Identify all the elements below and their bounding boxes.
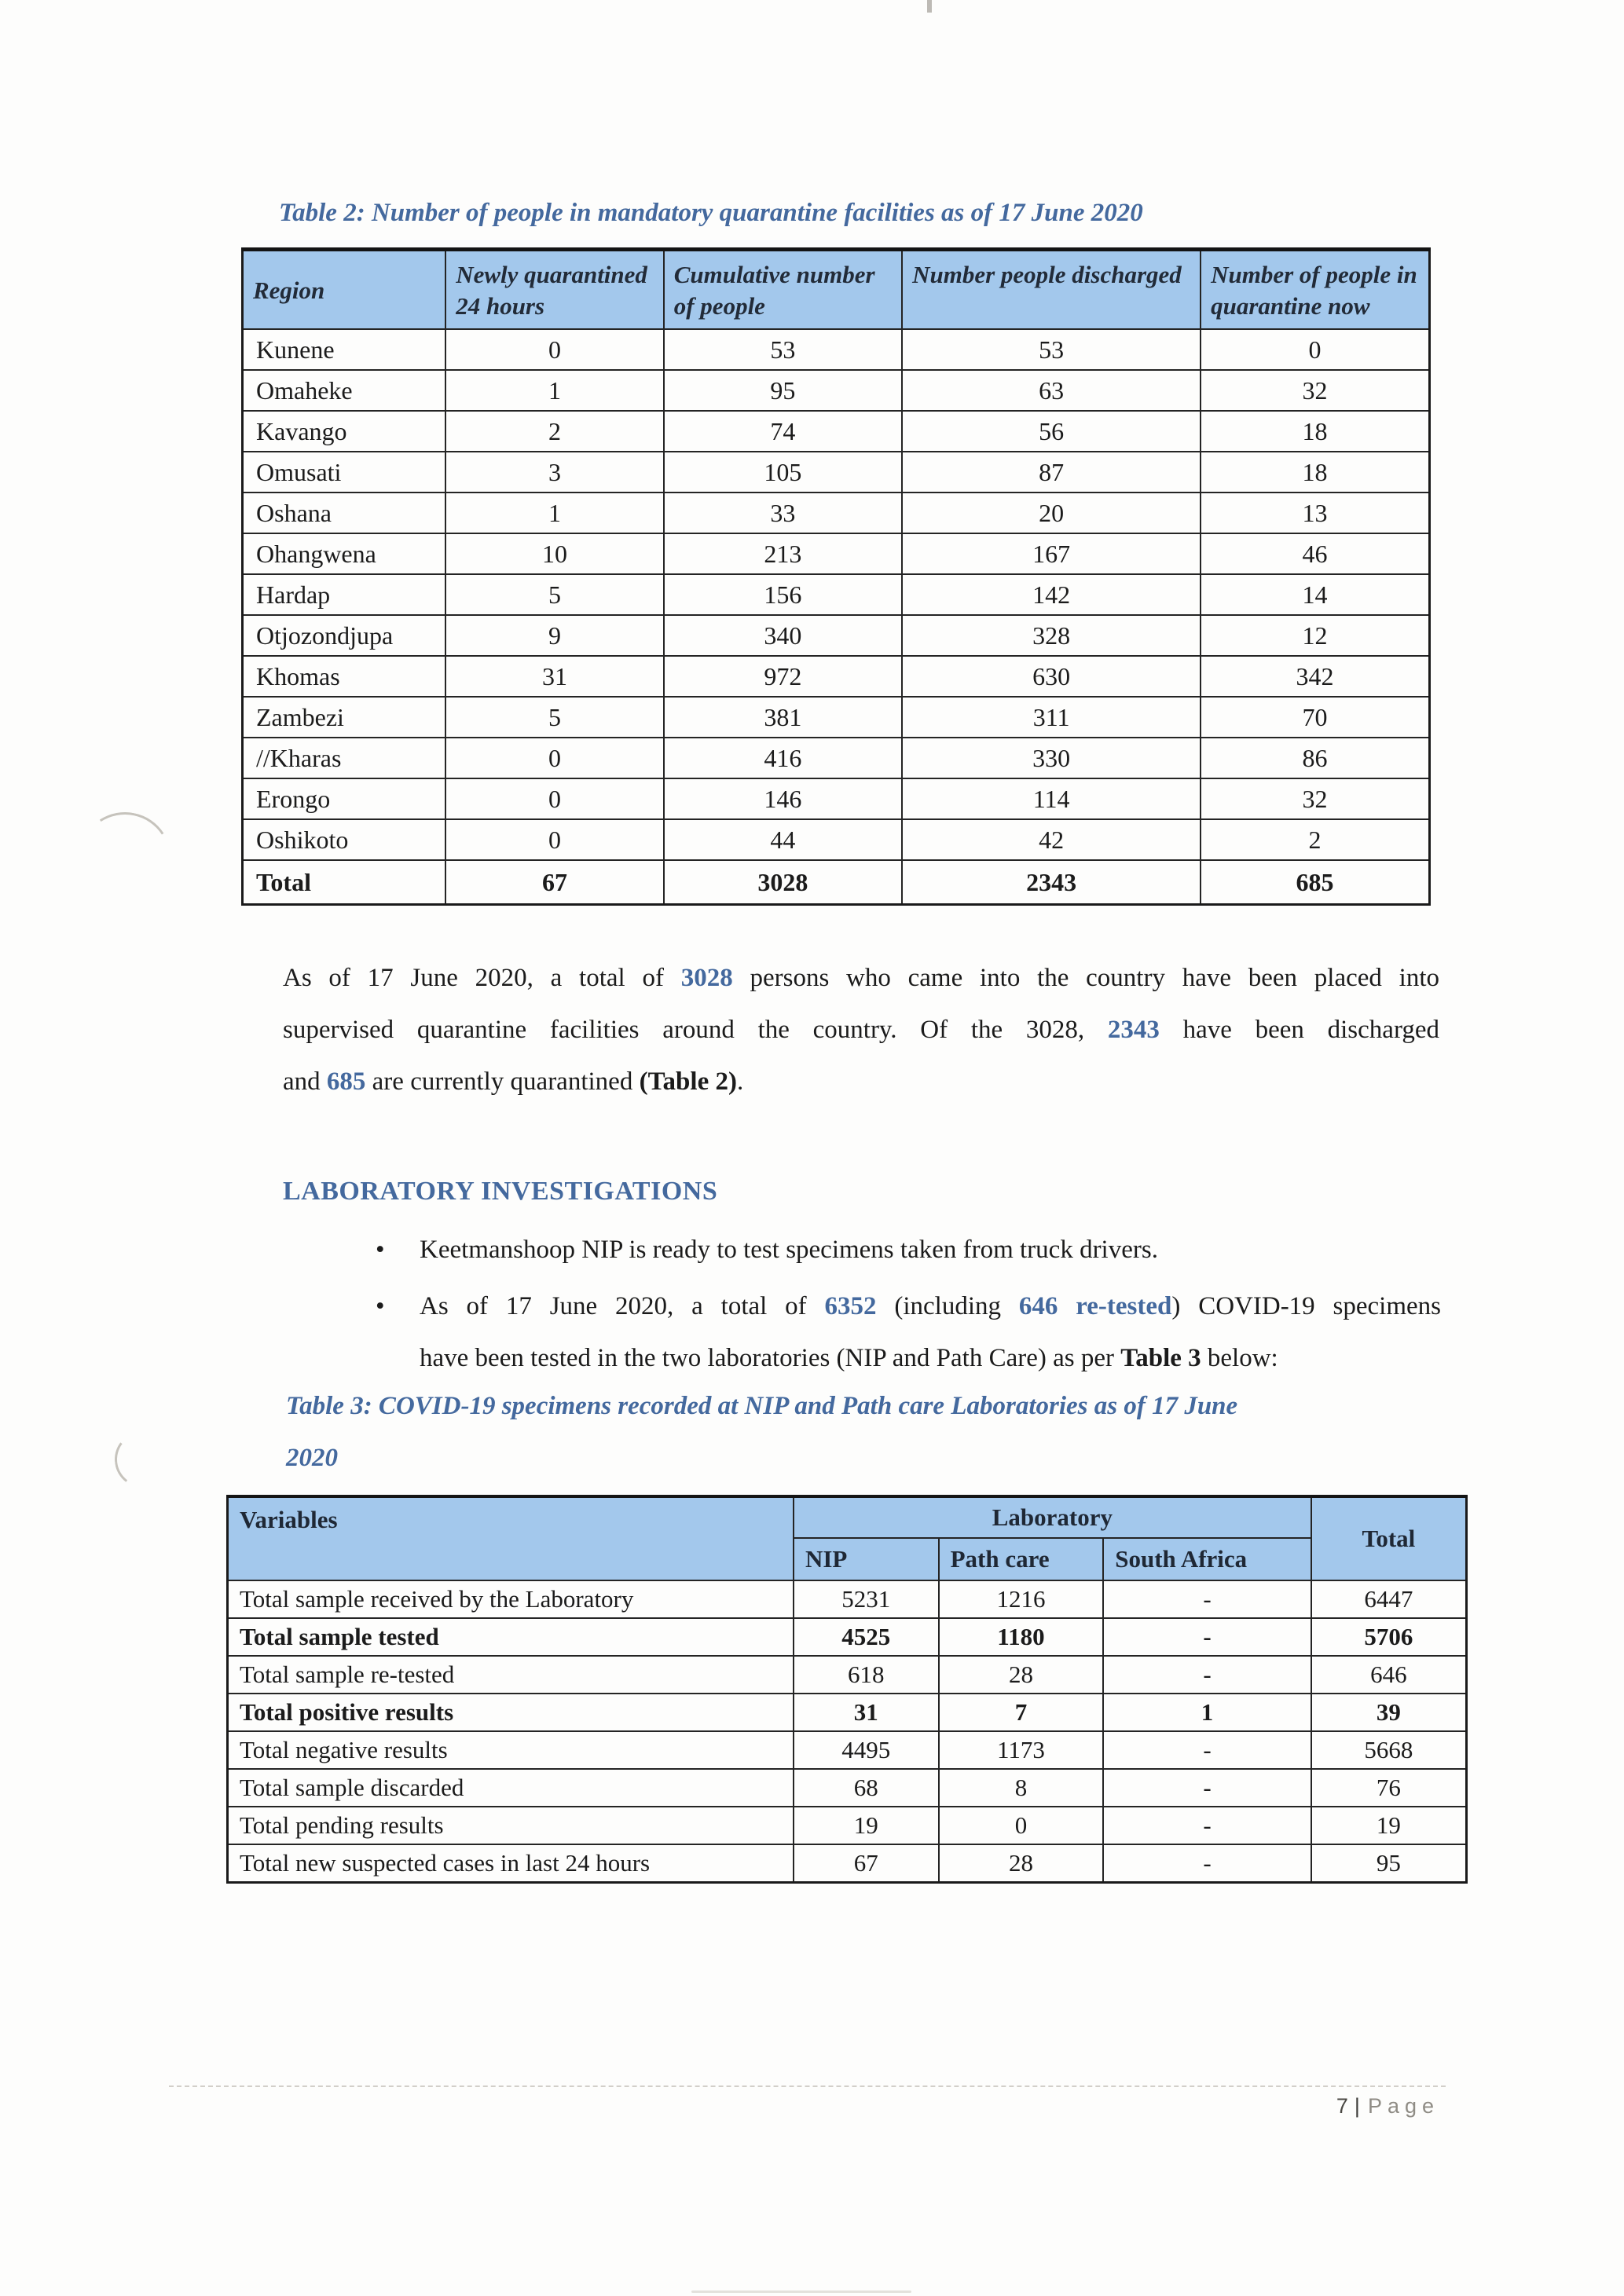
table2-row — [243, 615, 1430, 656]
column-header-nip: NIP — [794, 1538, 939, 1580]
paragraph-line — [283, 952, 1439, 1004]
value-cell: 685 — [1201, 860, 1429, 905]
scan-artifact-top-tick — [927, 0, 932, 13]
lab-bullet-list — [376, 1224, 1441, 1384]
table3-row — [228, 1618, 1467, 1656]
quarantine-facilities-table — [241, 247, 1431, 906]
value-cell: 0 — [445, 778, 664, 819]
table2-body — [243, 329, 1430, 905]
value-cell: - — [1103, 1656, 1311, 1694]
text-segment: . — [736, 1067, 744, 1096]
value-cell: 1 — [445, 370, 664, 411]
table2-row — [243, 533, 1430, 574]
value-cell: 2 — [1201, 819, 1429, 860]
value-cell: - — [1103, 1731, 1311, 1769]
table2-row — [243, 370, 1430, 411]
value-cell: 1216 — [939, 1580, 1104, 1618]
scan-artifact-smudge — [691, 2291, 911, 2293]
table2-header-row — [243, 250, 1430, 330]
value-cell: 6447 — [1311, 1580, 1467, 1618]
value-cell: 19 — [1311, 1807, 1467, 1844]
text-segment: are currently quarantined — [365, 1067, 640, 1096]
value-cell: 32 — [1201, 778, 1429, 819]
text-segment: 2343 — [1107, 1016, 1160, 1044]
value-cell: 32 — [1201, 370, 1429, 411]
value-cell: 33 — [664, 493, 902, 533]
column-header-region: Region — [243, 250, 446, 330]
quarantine-summary-paragraph — [283, 952, 1439, 1108]
column-header-in-quarantine-now: Number of people in quarantine now — [1201, 250, 1429, 330]
bullet-line — [420, 1280, 1441, 1332]
text-segment: ) COVID-19 specimens — [1171, 1292, 1441, 1320]
text-segment: below: — [1201, 1344, 1278, 1372]
value-cell: 114 — [902, 778, 1201, 819]
value-cell: - — [1103, 1807, 1311, 1844]
value-cell: 340 — [664, 615, 902, 656]
value-cell: 0 — [1201, 329, 1429, 370]
value-cell: 31 — [445, 656, 664, 697]
value-cell: 5 — [445, 574, 664, 615]
region-cell: Oshana — [243, 493, 446, 533]
text-segment: persons who came into the country have been placed into — [732, 964, 1439, 992]
table3-body — [228, 1580, 1467, 1883]
text-segment: supervised quarantine facilities around the country. Of the 3028, — [283, 1016, 1108, 1044]
text-segment: have been tested in the two laboratories (NIP and Path Care) as per — [420, 1344, 1121, 1372]
text-segment: 685 — [326, 1067, 366, 1096]
text-segment: have been discharged — [1159, 1016, 1439, 1044]
value-cell: 39 — [1311, 1694, 1467, 1731]
table2-row — [243, 697, 1430, 738]
table3-row — [228, 1807, 1467, 1844]
variable-cell: Total sample discarded — [228, 1769, 794, 1807]
value-cell: 42 — [902, 819, 1201, 860]
bullet-line — [420, 1332, 1441, 1384]
value-cell: - — [1103, 1618, 1311, 1656]
region-cell: Hardap — [243, 574, 446, 615]
table3-header — [228, 1496, 1467, 1580]
value-cell: 311 — [902, 697, 1201, 738]
variable-cell: Total positive results — [228, 1694, 794, 1731]
value-cell: 381 — [664, 697, 902, 738]
value-cell: 67 — [794, 1844, 939, 1883]
bullet-text — [420, 1280, 1441, 1384]
text-segment: Table 3 — [1120, 1344, 1201, 1372]
table3-row — [228, 1580, 1467, 1618]
value-cell: 0 — [445, 819, 664, 860]
text-segment: 6352 — [824, 1292, 877, 1320]
value-cell: 18 — [1201, 411, 1429, 452]
value-cell: - — [1103, 1844, 1311, 1883]
value-cell: 56 — [902, 411, 1201, 452]
table2-row — [243, 493, 1430, 533]
bullet-item — [376, 1224, 1441, 1276]
value-cell: 213 — [664, 533, 902, 574]
value-cell: 2 — [445, 411, 664, 452]
value-cell: 146 — [664, 778, 902, 819]
value-cell: 7 — [939, 1694, 1104, 1731]
region-cell: Oshikoto — [243, 819, 446, 860]
value-cell: 18 — [1201, 452, 1429, 493]
value-cell: 95 — [664, 370, 902, 411]
value-cell: 5668 — [1311, 1731, 1467, 1769]
value-cell: 53 — [902, 329, 1201, 370]
value-cell: 0 — [939, 1807, 1104, 1844]
table2-header — [243, 250, 1430, 330]
column-header-south-africa: South Africa — [1103, 1538, 1311, 1580]
text-segment: As of 17 June 2020, a total of — [283, 964, 681, 992]
value-cell: 5706 — [1311, 1618, 1467, 1656]
value-cell: 142 — [902, 574, 1201, 615]
text-segment: and — [283, 1067, 327, 1096]
value-cell: 67 — [445, 860, 664, 905]
table3-row — [228, 1844, 1467, 1883]
column-header-laboratory: Laboratory — [794, 1496, 1311, 1538]
table2-row — [243, 819, 1430, 860]
value-cell: 0 — [445, 329, 664, 370]
bullet-marker: • — [376, 1236, 385, 1264]
value-cell: 19 — [794, 1807, 939, 1844]
value-cell: 3028 — [664, 860, 902, 905]
value-cell: 646 — [1311, 1656, 1467, 1694]
region-cell: //Kharas — [243, 738, 446, 778]
footer-rule — [169, 2085, 1446, 2087]
table3-row — [228, 1694, 1467, 1731]
value-cell: 28 — [939, 1844, 1104, 1883]
bullet-line — [420, 1224, 1441, 1276]
lab-specimens-table — [226, 1495, 1468, 1884]
page-number: 7 — [1336, 2094, 1348, 2118]
page-footer — [1084, 2094, 1439, 2118]
table2-row — [243, 656, 1430, 697]
value-cell: 44 — [664, 819, 902, 860]
value-cell: 1 — [445, 493, 664, 533]
value-cell: 68 — [794, 1769, 939, 1807]
region-cell: Zambezi — [243, 697, 446, 738]
variable-cell: Total negative results — [228, 1731, 794, 1769]
value-cell: 10 — [445, 533, 664, 574]
value-cell: 4525 — [794, 1618, 939, 1656]
value-cell: 416 — [664, 738, 902, 778]
text-segment: 3028 — [680, 964, 733, 992]
table3-row — [228, 1731, 1467, 1769]
column-header-path-care: Path care — [939, 1538, 1104, 1580]
footer-separator: | — [1354, 2094, 1360, 2118]
lab-investigations-heading: LABORATORY INVESTIGATIONS — [283, 1177, 718, 1206]
table2-row — [243, 329, 1430, 370]
region-cell: Omaheke — [243, 370, 446, 411]
value-cell: 105 — [664, 452, 902, 493]
region-cell: Ohangwena — [243, 533, 446, 574]
column-header-discharged: Number people discharged — [902, 250, 1201, 330]
text-segment: 646 re-tested — [1018, 1292, 1172, 1320]
table2-total-row — [243, 860, 1430, 905]
value-cell: 1173 — [939, 1731, 1104, 1769]
table2-row — [243, 411, 1430, 452]
value-cell: 167 — [902, 533, 1201, 574]
value-cell: 53 — [664, 329, 902, 370]
paragraph-line — [283, 1004, 1439, 1056]
scan-artifact-arc — [111, 1427, 174, 1491]
value-cell: 630 — [902, 656, 1201, 697]
bullet-item — [376, 1280, 1441, 1384]
column-header-newly-quarantined: Newly quarantined 24 hours — [445, 250, 664, 330]
table3-row — [228, 1769, 1467, 1807]
bullet-text — [420, 1224, 1441, 1276]
text-segment: (Table 2) — [639, 1067, 737, 1096]
region-cell: Otjozondjupa — [243, 615, 446, 656]
text-segment: Keetmanshoop NIP is ready to test specimens taken from truck drivers. — [420, 1236, 1158, 1264]
value-cell: 4495 — [794, 1731, 939, 1769]
region-cell: Total — [243, 860, 446, 905]
value-cell: - — [1103, 1580, 1311, 1618]
value-cell: 972 — [664, 656, 902, 697]
text-segment: (including — [876, 1292, 1019, 1320]
paragraph-line — [283, 1056, 1439, 1108]
value-cell: 9 — [445, 615, 664, 656]
variable-cell: Total sample received by the Laboratory — [228, 1580, 794, 1618]
value-cell: 86 — [1201, 738, 1429, 778]
table2-row — [243, 574, 1430, 615]
value-cell: 20 — [902, 493, 1201, 533]
value-cell: 5231 — [794, 1580, 939, 1618]
value-cell: 46 — [1201, 533, 1429, 574]
value-cell: 0 — [445, 738, 664, 778]
variable-cell: Total new suspected cases in last 24 hours — [228, 1844, 794, 1883]
value-cell: 95 — [1311, 1844, 1467, 1883]
variable-cell: Total sample re-tested — [228, 1656, 794, 1694]
table2-row — [243, 778, 1430, 819]
table3-row — [228, 1656, 1467, 1694]
column-header-variables: Variables — [228, 1496, 794, 1580]
footer-page-word: Page — [1367, 2094, 1439, 2118]
value-cell: 87 — [902, 452, 1201, 493]
value-cell: 12 — [1201, 615, 1429, 656]
value-cell: 1180 — [939, 1618, 1104, 1656]
value-cell: - — [1103, 1769, 1311, 1807]
value-cell: 618 — [794, 1656, 939, 1694]
value-cell: 76 — [1311, 1769, 1467, 1807]
value-cell: 8 — [939, 1769, 1104, 1807]
value-cell: 330 — [902, 738, 1201, 778]
value-cell: 63 — [902, 370, 1201, 411]
value-cell: 3 — [445, 452, 664, 493]
region-cell: Kavango — [243, 411, 446, 452]
value-cell: 1 — [1103, 1694, 1311, 1731]
text-segment: As of 17 June 2020, a total of — [420, 1292, 825, 1320]
region-cell: Erongo — [243, 778, 446, 819]
value-cell: 13 — [1201, 493, 1429, 533]
value-cell: 70 — [1201, 697, 1429, 738]
table3-header-row — [228, 1496, 1467, 1538]
region-cell: Khomas — [243, 656, 446, 697]
value-cell: 328 — [902, 615, 1201, 656]
table3-caption — [286, 1380, 1465, 1484]
variable-cell: Total pending results — [228, 1807, 794, 1844]
table3-caption-line2: 2020 — [286, 1444, 338, 1472]
value-cell: 5 — [445, 697, 664, 738]
value-cell: 31 — [794, 1694, 939, 1731]
bullet-marker: • — [376, 1292, 385, 1320]
table2-caption: Table 2: Number of people in mandatory quarantine facilities as of 17 June 2020 — [279, 199, 1143, 227]
scan-artifact-arc — [70, 804, 180, 914]
table2-row — [243, 452, 1430, 493]
value-cell: 2343 — [902, 860, 1201, 905]
value-cell: 14 — [1201, 574, 1429, 615]
table2-row — [243, 738, 1430, 778]
variable-cell: Total sample tested — [228, 1618, 794, 1656]
value-cell: 342 — [1201, 656, 1429, 697]
region-cell: Omusati — [243, 452, 446, 493]
column-header-total: Total — [1311, 1496, 1467, 1580]
table3-caption-line1: Table 3: COVID-19 specimens recorded at NIP and Path care Laboratories as of 17 June — [286, 1392, 1238, 1420]
value-cell: 156 — [664, 574, 902, 615]
value-cell: 74 — [664, 411, 902, 452]
column-header-cumulative: Cumulative number of people — [664, 250, 902, 330]
value-cell: 28 — [939, 1656, 1104, 1694]
region-cell: Kunene — [243, 329, 446, 370]
